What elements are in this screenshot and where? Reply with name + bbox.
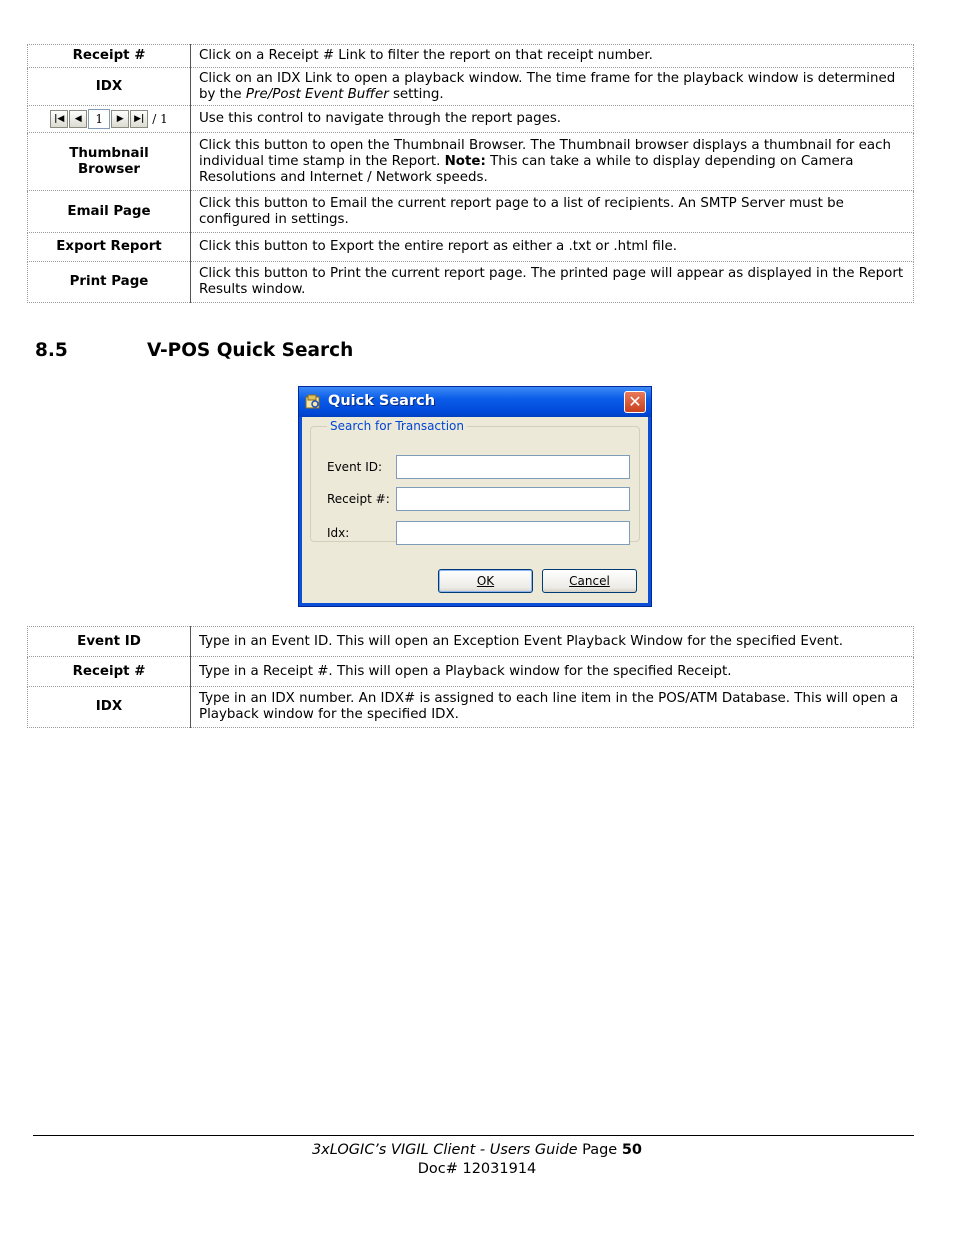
next-page-icon[interactable]: ▶ [111,110,129,128]
table-row [28,133,914,191]
search-app-icon [305,394,321,410]
doc-number: Doc# 12031914 [417,1161,537,1177]
row-desc: Type in an Event ID. This will open an Exception Event Playback Window for the specified Event. [191,627,914,657]
footer-rule [33,1135,914,1136]
row-key: Receipt # [28,45,191,68]
first-page-icon[interactable]: |◀ [50,110,68,128]
row-key: IDX [28,687,191,728]
row-key: Export Report [28,233,191,262]
group-label: Search for Transaction [327,419,467,433]
table-row [28,687,914,728]
doc-title: 3xLOGIC’s VIGIL Client - Users Guide [311,1142,578,1158]
page-number: 50 [621,1142,643,1158]
desc-text: This can take a while to display depending on Camera Resolutions and Internet / Network speeds. [199,153,854,185]
table-row [28,262,914,303]
table-row [28,106,914,133]
row-desc [191,68,914,106]
quick-search-fields-table [27,626,914,728]
page-count: / 1 [152,112,168,126]
cancel-label: Cancel [569,574,610,588]
row-key: Email Page [28,191,191,233]
row-key: Event ID [28,627,191,657]
row-key: Thumbnail Browser [28,133,191,191]
row-key: Print Page [28,262,191,303]
desc-text: Click this button to open the Thumbnail Browser. The Thumbnail browser displays a thumbnail for each individual time stamp in the Report. [199,137,891,169]
row-key: IDX [28,68,191,106]
idx-input[interactable] [396,521,630,545]
close-icon[interactable]: ✕ [624,391,646,413]
row-desc [191,133,914,191]
row-desc: Use this control to navigate through the report pages. [191,106,914,133]
table-row [28,233,914,262]
event-id-input[interactable] [396,455,630,479]
row-key: Receipt # [28,657,191,687]
table-row [28,191,914,233]
search-groupbox [310,419,640,542]
table-row [28,657,914,687]
page-word: Page [582,1142,618,1158]
quick-search-dialog [298,386,652,607]
row-desc: Click this button to Export the entire report as either a .txt or .html file. [191,233,914,262]
receipt-input[interactable] [396,487,630,511]
page-footer [0,1141,954,1179]
ok-button[interactable] [438,569,533,593]
prev-page-icon[interactable]: ◀ [69,110,87,128]
section-title: V-POS Quick Search [147,340,354,361]
idx-label: Idx: [327,526,350,540]
section-heading [35,340,353,361]
pager-control [28,106,191,133]
dialog-title: Quick Search [328,393,436,409]
receipt-label: Receipt #: [327,492,390,506]
dialog-body [302,417,648,603]
table-row [28,68,914,106]
desc-text: setting. [388,86,444,102]
cancel-button[interactable] [542,569,637,593]
row-desc: Type in an IDX number. An IDX# is assigned to each line item in the POS/ATM Database. This will open a Playback window for the specified IDX. [191,687,914,728]
section-number: 8.5 [35,340,68,361]
row-desc: Click this button to Print the current report page. The printed page will appear as displayed in the Report Results window. [191,262,914,303]
desc-text: Click on an IDX Link to open a playback window. The time frame for the playback window is determined by the [199,70,896,102]
desc-emphasis: Pre/Post Event Buffer [245,86,389,102]
row-desc: Click this button to Email the current report page to a list of recipients. An SMTP Server must be configured in settings. [191,191,914,233]
page-number-input[interactable]: 1 [88,109,110,129]
last-page-icon[interactable]: ▶| [130,110,148,128]
desc-note: Note: [444,153,486,169]
event-id-label: Event ID: [327,460,383,474]
table-row [28,627,914,657]
table-row [28,45,914,68]
row-desc: Type in a Receipt #. This will open a Playback window for the specified Receipt. [191,657,914,687]
ok-label: OK [476,574,495,588]
report-controls-table [27,44,914,303]
row-desc: Click on a Receipt # Link to filter the report on that receipt number. [191,45,914,68]
dialog-titlebar[interactable] [299,387,651,417]
